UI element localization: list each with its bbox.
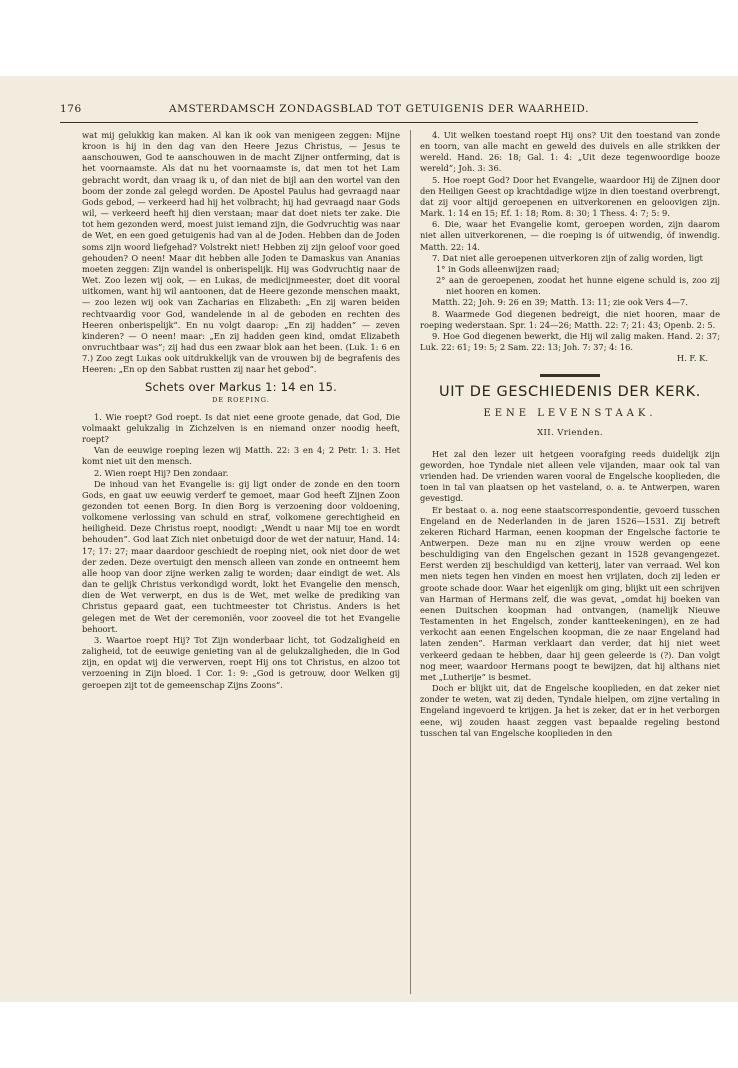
sketch-point: 4. Uit welken toestand roept Hij ons? Uit den toestand van zonde en toorn, van alle macht en geweld des duivels en alle strikken der wereld. Hand. 26: 18; Gal. 1: 4: „Uit deze tegenwoordige booze wereld”; Joh. 3: 36. [420, 130, 720, 174]
history-paragraph: Er bestaat o. a. nog eene staatscorrespondentie, gevoerd tusschen Engeland en de Nederlanden in de jaren 1526—1531. Zij betreft zekeren Richard Harman, eenen koopman der Engelsche factorie te Antwerpen. Deze man nu en zijne vrouw werden op eene beschuldiging van den Engelschen gezant in 1528 gevangengezet. Eerst werden zij beschuldigd van ketterij, later van verraad. Wel kon men niets tegen hen vinden en moest hen vrijlaten, doch zij leden er groote schade door. Waar het eigenlijk om ging, blijkt uit een schrijven van Harman of Hermans zelf, die was gevat, „omdat hij boeken van eenen Duitschen koopman had ontvangen, (namelijk Nieuwe Testamenten in het Engelsch, zonder kantteekeningen), en ze had verkocht aan eenen Engelschen koopman, die ze naar Engeland had laten zenden”. Harman verklaart dan verder, dat hij niet weet verkeerd gedaan te hebben, daar hij geen geleerde is (?). Dan volgt nog meer, waardoor Hermans poogt te bewijzen, dat hij althans niet met „Lutherije” is besmet. [420, 504, 720, 682]
history-subtitle: EENE LEVENSTAAK. [483, 408, 657, 420]
column-divider [410, 130, 411, 994]
sketch-point: 9. Hoe God diegenen bewerkt, die Hij wil zalig maken. Hand. 2: 37; Luk. 22: 61; 19: 5; 2 Sam. 22: 13; Joh. 7: 37; 4: 16. [420, 330, 720, 352]
sketch-point: 2. Wien roept Hij? Den zondaar. [94, 467, 229, 478]
page-header [60, 103, 698, 123]
publication-title: AMSTERDAMSCH ZONDAGSBLAD TOT GETUIGENIS DER WAARHEID. [168, 103, 590, 115]
newspaper-page [0, 76, 738, 1002]
history-paragraph: Het zal den lezer uit hetgeen voorafging reeds duidelijk zijn geworden, hoe Tyndale niet alleen vele vijanden, maar ook tal van vrienden had. De vrienden waren vooral de Engelsche kooplieden, die toen in tal van plaatsen op het vasteland, o. a. te Antwerpen, waren gevestigd. [420, 448, 720, 504]
chapter-heading: XII. Vrienden. [537, 427, 603, 438]
sketch-point: De inhoud van het Evangelie is: gij ligt onder de zonde en den toorn Gods, en gaat uw eeuwig verderf te gemoet, maar God heeft Zijnen Zoon gezonden tot eenen Borg. In dien Borg is verzoening door voldoening, volkomene verlossing van schuld en straf, volkomene gerechtigheid en heiligheid. Deze Christus roept, noodigt: „Wendt u naar Mij toe en wordt behouden”. God laat Zich niet onbetuigd door de wet der natuur, Hand. 14: 17; 17: 27; maar daardoor geschiedt de roeping niet, ook niet door de wet der zeden. Deze overtuigt den mensch alleen van zonde en ontneemt hem alle hoop van door zijne werken zalig te worden; daar eindigt de wet. Als dan te gelijk Christus verkondigd wordt, lokt het Evangelie den mensch, dien de Wet verwerpt, en dus is de Wet, met welke de prediking van Christus gepaard gaat, een tuchtmeester tot Christus. Anders is het gelegen met de Wet der ceremoniën, voor zooveel die tot het Evangelie behoort. [82, 478, 400, 634]
left-column [82, 130, 400, 691]
author-signature: H. F. K. [676, 353, 708, 364]
sketch-subtitle: DE ROEPING. [212, 395, 270, 404]
sketch-point: 6. Die, waar het Evangelie komt, geroepen worden, zijn daarom niet allen uitverkorenen, — die roeping is óf uitwendig, óf inwendig. Matth. 22: 14. [420, 219, 720, 252]
history-paragraph: Doch er blijkt uit, dat de Engelsche kooplieden, en dat zeker niet zonder te weten, wat zij deden, Tyndale hielpen, om zijne vertaling in Engeland ingevoerd te krijgen. Ja het is zeker, dat er in het verborgen eene, wij zouden haast zeggen vast bepaalde regeling bestond tusschen tal van Engelsche kooplieden in den [420, 683, 720, 738]
sketch-title: Schets over Markus 1: 14 en 15. [144, 380, 338, 395]
sub-point: 2° aan de geroepenen, zoodat het hunne eigene schuld is, zoo zij niet hooren en komen. [436, 275, 720, 297]
header-rule [60, 122, 698, 123]
sketch-point: 8. Waarmede God diegenen bedreigt, die niet hooren, maar de roeping wederstaan. Spr. 1: 24—26; Matth. 22: 7; 21: 43; Openb. 2: 5. [420, 308, 720, 330]
sketch-point: 5. Hoe roept God? Door het Evangelie, waardoor Hij de Zijnen door den Heiligen Geest op krachtdadige wijze in dien toestand overbrengt, dat zij voor altijd geroepenen en uitverkorenen en geloovigen zijn. Mark. 1: 14 en 15; Ef. 1: 18; Rom. 8: 30; 1 Thess. 4: 7; 5: 9. [420, 174, 720, 219]
scripture-refs: Matth. 22; Joh. 9: 26 en 39; Matth. 13: 11; zie ook Vers 4—7. [432, 297, 688, 308]
history-title: UIT DE GESCHIEDENIS DER KERK. [439, 384, 701, 401]
right-column [420, 130, 720, 739]
page-number: 176 [60, 103, 82, 115]
sketch-point: 3. Waartoe roept Hij? Tot Zijn wonderbaar licht, tot Godzaligheid en zaligheid, tot de eeuwige genieting van al de gelukzaligheden, die in God zijn, en opdat wij die verwerven, roept Hij ons tot Christus, en alzoo tot verzoening in Zijn bloed. 1 Cor. 1: 9: „God is getrouw, door Welken gij geroepen zijt tot de gemeenschap Zijns Zoons”. [82, 634, 400, 690]
sketch-point: Van de eeuwige roeping lezen wij Matth. 22: 3 en 4; 2 Petr. 1: 3. Het komt niet uit den mensch. [82, 445, 400, 467]
sketch-point: 7. Dat niet alle geroepenen uitverkoren zijn of zalig worden, ligt [432, 252, 703, 263]
intro-paragraph: wat mij gelukkig kan maken. Al kan ik ook van menigeen zeggen: Mijne kroon is hij in den dag van den Heere Jezus Christus, — Jesus te aanschouwen, God te aanschouwen in de macht Zijner ontferming, dat is het voornaamste. Als dat nu het voornaamste is, dat men tot het Lam gebracht wordt, dan vraag ik u, of dan niet de bijl aan den wortel van den boom der zonde zal gelegd worden. De Apostel Paulus had gevraagd naar Gods gebod, — verkeerd had hij het volbracht; hij had gevraagd naar Gods wil, — verkeerd heeft hij dien verstaan; maar dat doet niets ter zake. Die tot hem gezonden werd, moest juist iemand zijn, die Godvruchtig was naar de Wet, en een goed getuigenis had van al de Joden. Hebben dan de Joden soms zijn woord liefgehad? Volstrekt niet! Hebben zij zijn geloof voor goed gehouden? O neen! Maar dit hebben alle Joden te Damaskus van Ananias moeten zeggen: Zijn wandel is onberispelijk. Hij was Godvruchtig naar de Wet. Zoo lezen wij ook, — en Lukas, de medicijnmeester, doet dit vooral uitkomen, want hij wil aantoonen, dat de Heere gezonde menschen maakt, — zoo lezen wij ook van Zacharias en Elizabeth: „En zij waren beiden rechtvaardig voor God, wandelende in al de geboden en rechten des Heeren onberispelijk”. En nu volgt daarop: „En zij hadden” — zeven kinderen? — O neen! maar: „En zij hadden geen kind, omdat Elizabeth onvruchtbaar was”; zij had dus een zwaar blok aan het been. (Luk. 1: 6 en 7.) Zoo zegt Lukas ook uitdrukkelijk van de vrouwen bij de begrafenis des Heeren: „En op den Sabbat rustten zij naar het gebod”. [82, 130, 400, 375]
sketch-point: 1. Wie roept? God roept. Is dat niet eene groote genade, dat God, Die volmaakt gelukzalig in Zichzelven is en niemand onzer noodig heeft, roept? [82, 411, 400, 445]
sub-point: 1° in Gods alleenwijzen raad; [436, 263, 560, 274]
ornament-rule [540, 374, 600, 377]
